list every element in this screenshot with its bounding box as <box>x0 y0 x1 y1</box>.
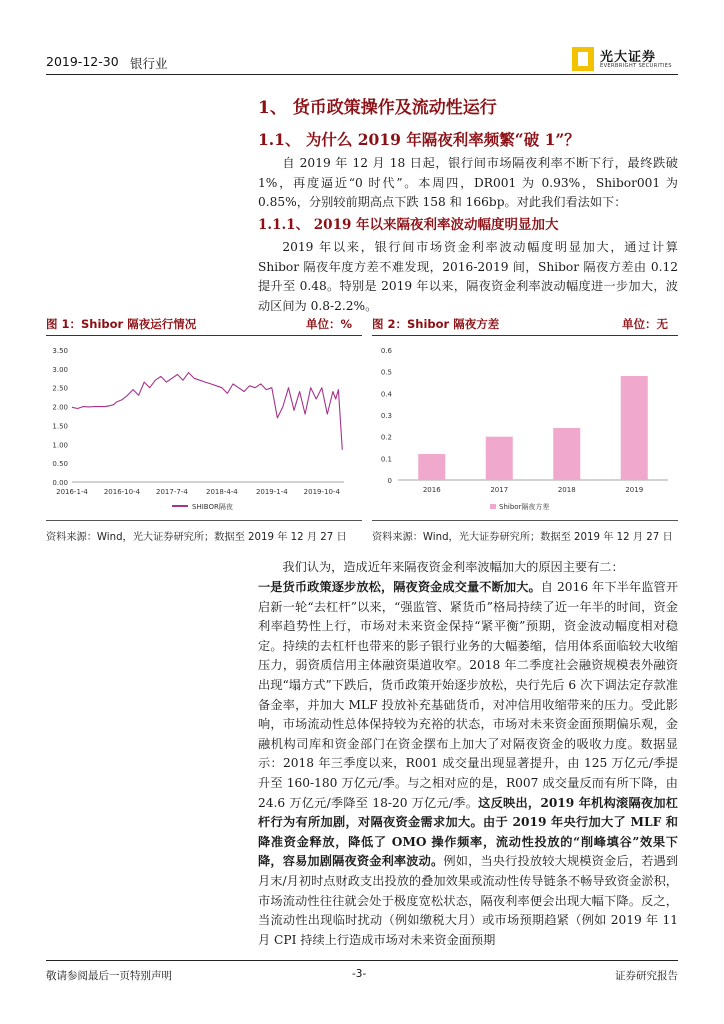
x-tick-label: 2018-4-4 <box>205 488 238 496</box>
y-tick-label: 3.00 <box>52 365 68 374</box>
reason-one-paragraph <box>258 578 678 950</box>
figure1-chart <box>46 338 362 518</box>
header-rule <box>46 74 678 75</box>
bar-2017 <box>486 437 513 480</box>
x-tick-label: 2016-10-4 <box>103 488 141 496</box>
report-industry: 银行业 <box>130 56 168 71</box>
series-line-shibor <box>72 373 342 450</box>
y-tick-label: 0 <box>387 477 392 485</box>
company-logo <box>572 46 678 72</box>
report-date: 2019-12-30 <box>46 54 119 69</box>
footer-disclaimer: 敬请参阅最后一页特别声明 <box>46 970 172 982</box>
y-tick-label: 3.50 <box>52 347 68 355</box>
x-tick-label: 2019-10-4 <box>303 488 340 496</box>
figure1-title: 图 1：Shibor 隔夜运行情况 <box>46 317 197 331</box>
figure1-source: 资料来源：Wind，光大证券研究所；数据至 2019 年 12 月 27 日 <box>46 532 347 543</box>
reasons-paragraph: 我们认为，造成近年来隔夜资金利率波幅加大的原因主要有二： <box>282 560 624 574</box>
x-tick-label: 2019-1-4 <box>255 488 288 496</box>
y-tick-label: 2.00 <box>52 403 68 412</box>
x-tick-label: 2017 <box>490 486 509 494</box>
x-tick-label: 2016 <box>422 486 441 494</box>
y-tick-label: 0.5 <box>380 368 392 377</box>
reason-one-example: 例如，当央行投放较大规模资金后，若遇到月末/月初时点财政支出投放的叠加效果或流动性传导链条不畅导致资金淤积，市场流动性往往就会处于极度宽松状态，隔夜利率便会出现大幅下降。反之，当流动性出现临时扰动（例如缴税大月）或市场预期趋紧（例如 2019 年 11 月 CPI 持续上行造成市场对未来资金面预期 <box>258 854 679 947</box>
x-tick-label: 2019 <box>625 486 644 494</box>
section-heading: 1、 货币政策操作及流动性运行 <box>258 98 497 118</box>
page-number: -3- <box>352 968 367 980</box>
figure1-unit: 单位：% <box>306 317 353 331</box>
footer-rule <box>46 960 678 961</box>
reason-one-body: 自 2016 年下半年监管开启新一轮“去杠杆”以来，“强监管、紧货币”格局持续了近一年半的时间，资金利率趋势性上行，市场对未来资金保持“紧平衡”预期，资金波动幅度相对稳定。持续的去杠杆也带来的影子银行业务的大幅萎缩，信用体系面临较大收缩压力，弱资质信用主体融资渠道收窄。2018 年二季度社会融资规模表外融资出现“塌方式”下跌后，货币政策开始逐步放松，央行先后 6 次下调法定存款准备金率，并加大 MLF 投放补充基础货币，对冲信用收缩带来的压力。受此影响，市场流动性总体保持较为充裕的状态，市场对未来资金面预期偏乐观，金融机构司库和资金部门在资金摆布上加大了对隔夜资金的吸收力度。数据显示：2018 年三季度以来，R001 成交量出现显著提升，由 125 万亿元/季提升至 160-180 万亿元/季。与之相对应的是，R007 成交量反而有所下降，由 24.6 万亿元/季降至 18-20 万亿元/季。 <box>258 580 679 810</box>
reason-one-lead: 一是货币政策逐步放松，隔夜资金成交量不断加大。 <box>258 580 541 594</box>
figure2-source: 资料来源：Wind，光大证券研究所；数据至 2019 年 12 月 27 日 <box>372 532 673 543</box>
y-tick-label: 0.4 <box>380 390 392 399</box>
y-tick-label: 2.50 <box>52 384 68 393</box>
x-tick-label: 2018 <box>557 486 576 494</box>
figure2-unit: 单位：无 <box>622 317 668 331</box>
y-tick-label: 0.00 <box>52 479 68 487</box>
x-tick-label: 2016-1-4 <box>56 488 88 496</box>
bar-2019 <box>621 376 648 480</box>
y-tick-label: 0.3 <box>380 412 392 420</box>
figure2-source-rule <box>372 520 678 521</box>
y-tick-label: 0.50 <box>52 460 68 469</box>
bar-2016 <box>418 454 445 480</box>
y-tick-label: 0.1 <box>380 455 392 464</box>
logo-text-cn: 光大证券 <box>600 50 657 65</box>
figure2-title-rule <box>372 335 678 336</box>
legend-label: SHIBOR隔夜 <box>192 503 233 511</box>
logo-mark-icon <box>572 47 594 71</box>
intro-paragraph: 自 2019 年 12 月 18 日起，银行间市场隔夜利率不断下行，最终跌破 1%，再度逼近“0 时代”。本周四，DR001 为 0.93%，Shibor001 为 0.85%，分别较前期高点下跌 158 和 166bp。对此我们看法如下： <box>258 156 678 210</box>
bar-2018 <box>553 428 580 480</box>
page-header <box>46 46 678 74</box>
volatility-paragraph: 2019 年以来，银行间市场资金利率波动幅度明显加大，通过计算 Shibor 隔夜年度方差不难发现，2016-2019 间，Shibor 隔夜方差由 0.12 提升至 0.48。特别是 2019 年以来，隔夜资金利率波动幅度进一步加大，波动区间为 0.8-2.2%。 <box>258 240 678 313</box>
y-tick-label: 1.50 <box>52 422 68 431</box>
footer-report-type: 证券研究报告 <box>615 970 678 982</box>
figure1-title-rule <box>46 335 362 336</box>
figure2-chart <box>372 338 678 518</box>
legend-label: Shibor隔夜方差 <box>499 503 550 511</box>
y-tick-label: 1.00 <box>52 441 68 450</box>
y-tick-label: 0.6 <box>380 347 392 355</box>
subsection-heading: 1.1、 为什么 2019 年隔夜利率频繁“破 1”？ <box>258 130 580 149</box>
figure1-source-rule <box>46 520 362 521</box>
reason-one-conclusion: 这反映出，2019 年机构滚隔夜加杠杆行为有所加剧，对隔夜资金需求加大。由于 2019 年央行加大了 MLF 和降准资金释放，降低了 OMO 操作频率，流动性投放的“削峰填谷”效果下降，容易加剧隔夜资金利率波动。 <box>258 795 678 869</box>
figure2-title: 图 2：Shibor 隔夜方差 <box>372 317 500 331</box>
logo-text-en: EVERBRIGHT SECURITIES <box>600 63 672 69</box>
subsubsection-heading: 1.1.1、 2019 年以来隔夜利率波动幅度明显加大 <box>258 217 559 233</box>
legend-swatch <box>490 504 496 509</box>
x-tick-label: 2017-7-4 <box>156 488 188 496</box>
y-tick-label: 0.2 <box>380 433 392 442</box>
